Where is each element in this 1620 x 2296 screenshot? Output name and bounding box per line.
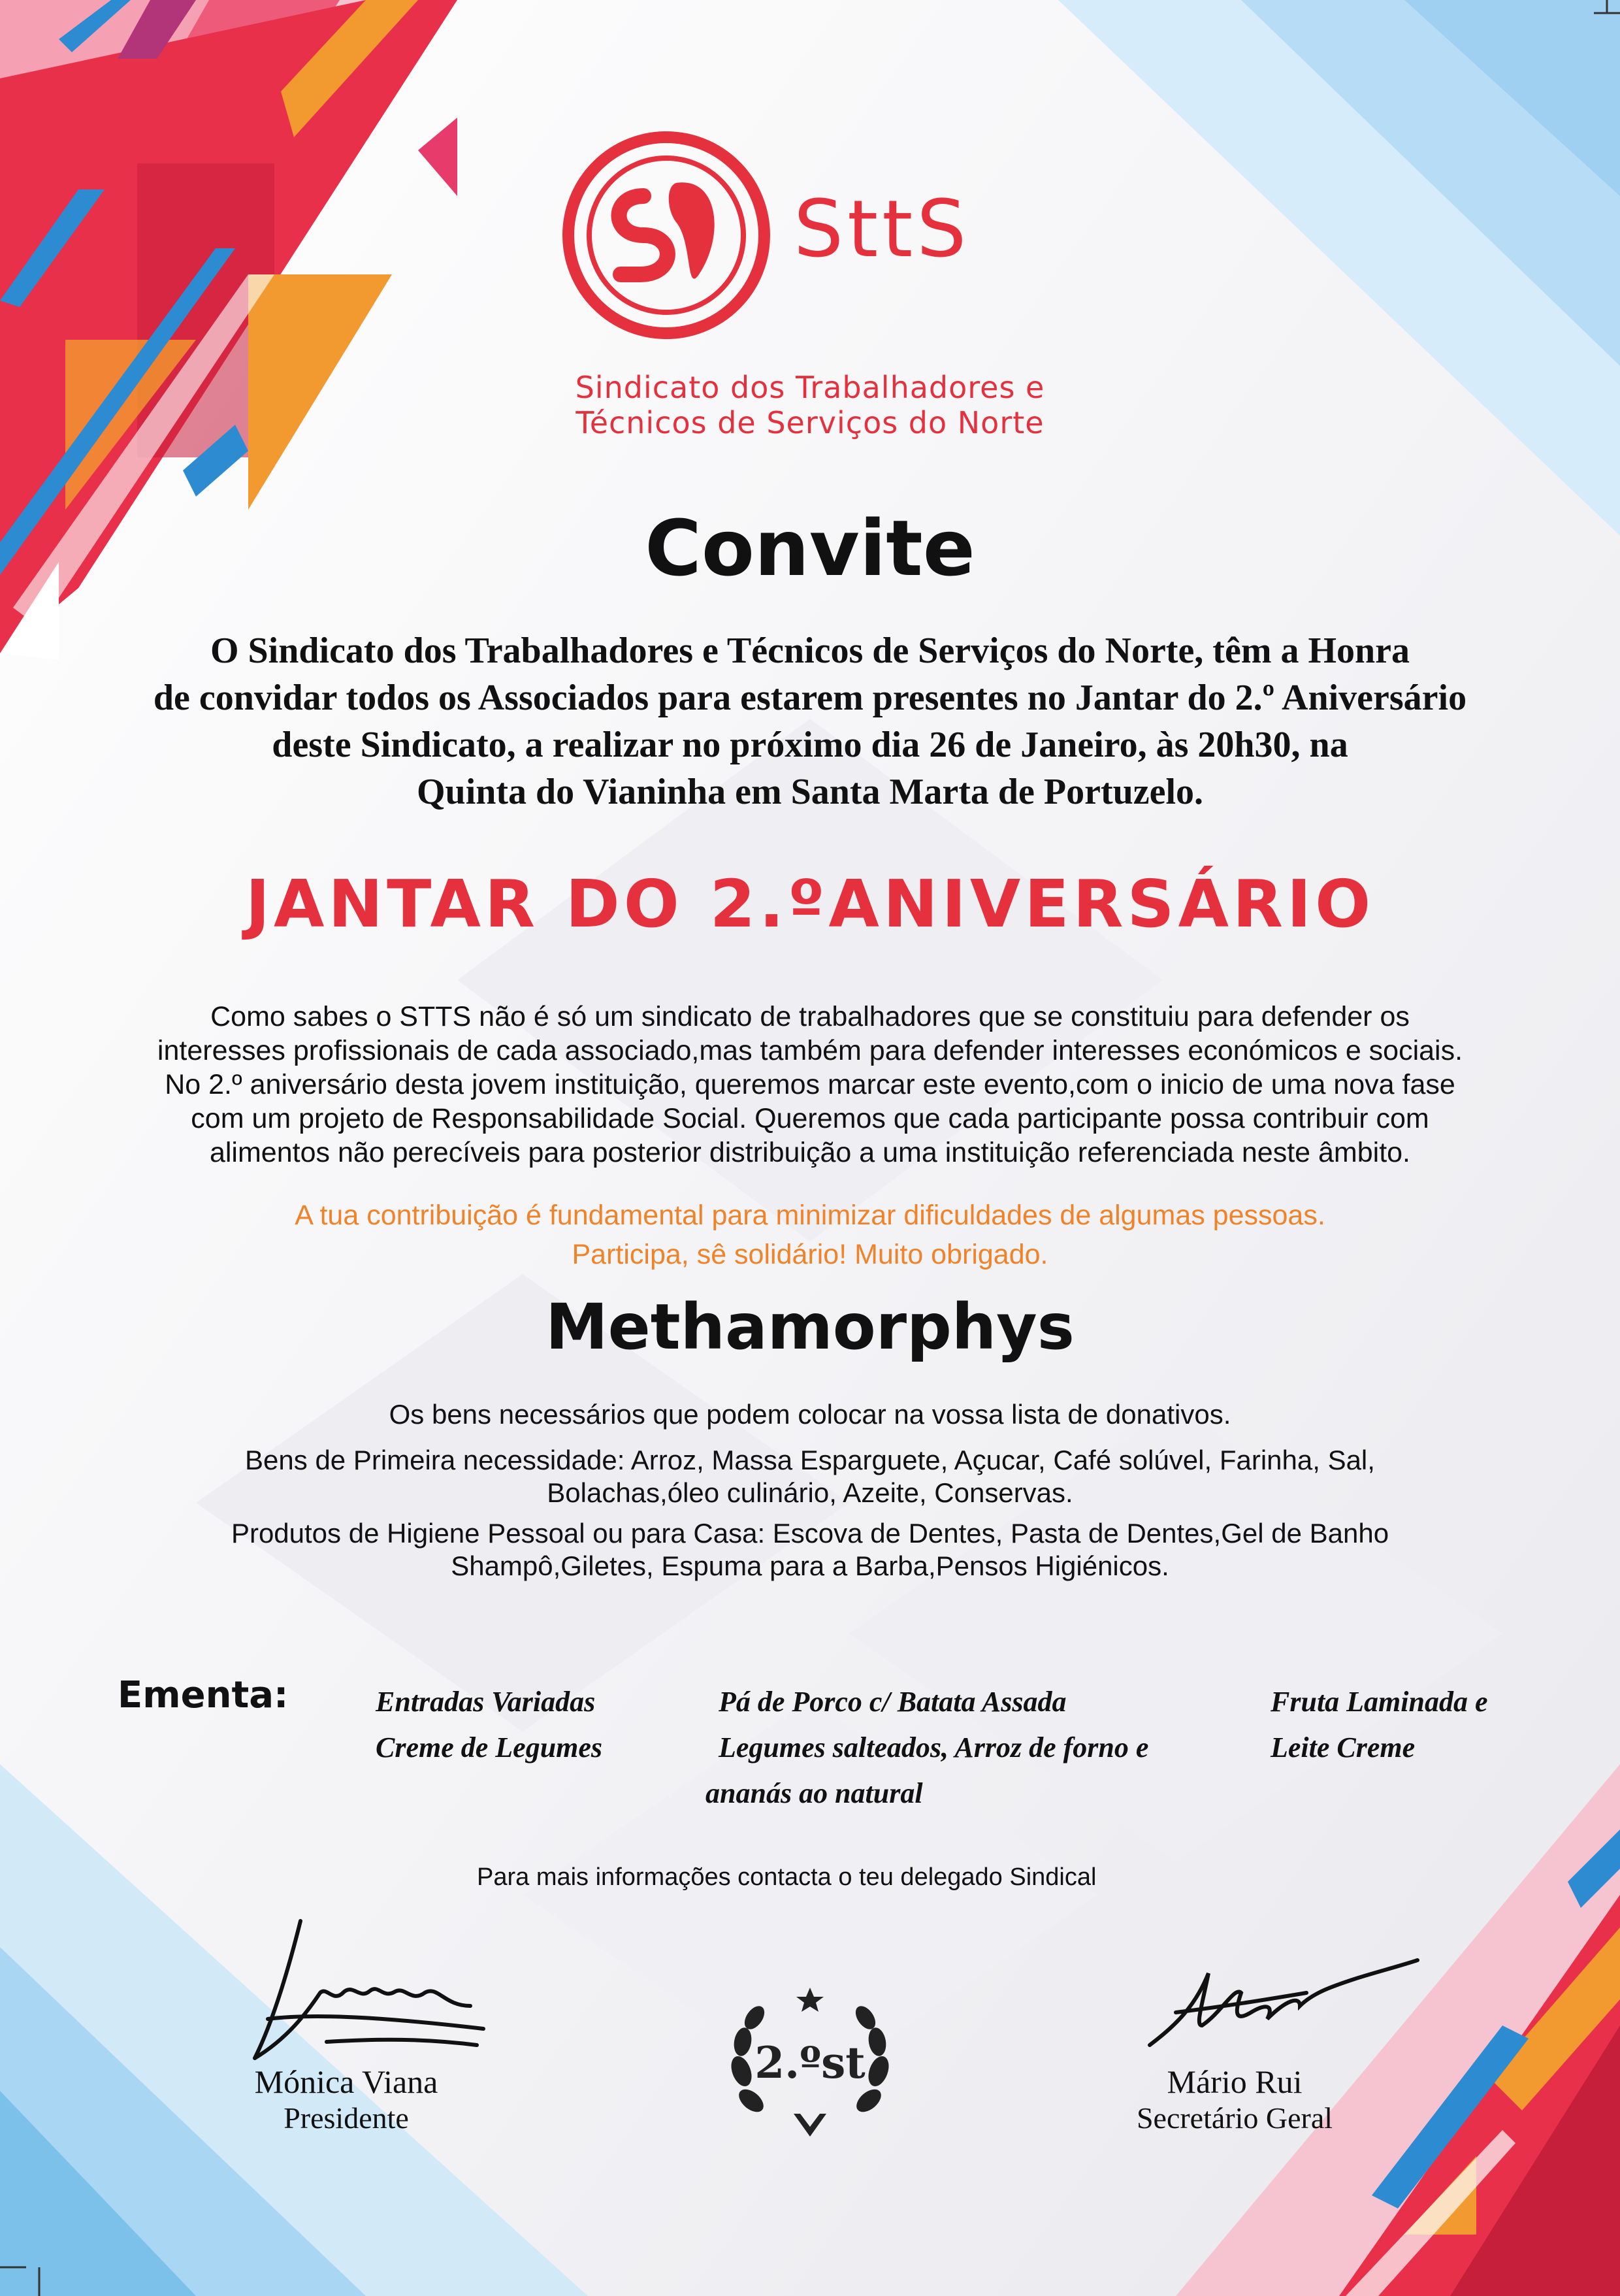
signature-secretary [1137,1934,1424,2052]
menu-column-starters [376,1679,602,1771]
anniversary-laurel-emblem-icon [715,1980,905,2143]
body-line: Como sabes o STTS não é só um sindicato de trabalhadores que se constituiu para defender os [210,1001,1410,1032]
intro-line: de convidar todos os Associados para estarem presentes no Jantar do 2.º Aniversário [153,678,1467,718]
menu-item: Pá de Porco c/ Batata Assada [719,1686,1067,1718]
body-line: No 2.º aniversário desta jovem instituição, queremos marcar este evento,com o inicio de uma nova fase [165,1069,1455,1100]
donation-items-text: Bolachas,óleo culinário, Azeite, Conservas. [547,1477,1073,1508]
donation-item [0,1444,1620,1477]
menu-item: Entradas Variadas [376,1686,596,1718]
donation-list [0,1444,1620,1583]
highlight-line: Participa, sê solidário! Muito obrigado. [572,1239,1048,1270]
body-line: com um projeto de Responsabilidade Social. Queremos que cada participante possa contribuir com [191,1103,1429,1134]
emblem-text: 2.ºst [754,2037,866,2088]
donation-items-text: Shampô,Giletes, Espuma para a Barba,Pensos Higiénicos. [451,1550,1169,1581]
menu-column-dessert [1271,1679,1488,1771]
org-name-line-2: Técnicos de Serviços do Norte [575,405,1045,440]
page-title: Convite [645,503,975,593]
donation-label: Produtos de Higiene Pessoal ou para Casa: [231,1518,766,1549]
menu-item: Fruta Laminada e [1271,1686,1488,1718]
project-title: Methamorphys [545,1290,1075,1364]
donation-items-text: Escova de Dentes, Pasta de Dentes,Gel de Banho [765,1518,1389,1549]
highlight-message [0,1196,1620,1274]
contact-note: Para mais informações contacta o teu delegado Sindical [477,1863,1097,1891]
body-line: alimentos não perecíveis para posterior distribuição a uma instituição referenciada neste âmbito. [209,1137,1411,1168]
signature-name-secretary: Mário Rui [1167,2063,1303,2100]
donation-items-text: Arroz, Massa Esparguete, Açucar, Café solúvel, Farinha, Sal, [624,1445,1375,1475]
highlight-line: A tua contribuição é fundamental para minimizar dificuldades de algumas pessoas. [295,1200,1325,1231]
menu-item: Legumes salteados, Arroz de forno e [719,1731,1149,1763]
menu-column-main [705,1679,1148,1816]
signature-role-secretary: Secretário Geral [1136,2101,1333,2135]
intro-line: O Sindicato dos Trabalhadores e Técnicos de Serviços do Norte, têm a Honra [210,631,1410,671]
menu-item: Leite Creme [1271,1731,1416,1763]
intro-line: deste Sindicato, a realizar no próximo dia 26 de Janeiro, às 20h30, na [272,725,1348,765]
logo-wordmark: SttS [794,184,971,275]
menu-label: Ementa: [118,1674,289,1716]
stts-circle-logo-icon [555,124,777,346]
intro-paragraph [0,627,1620,815]
menu-item: ananás ao natural [705,1777,923,1809]
body-paragraph [0,1000,1620,1170]
donation-label: Bens de Primeira necessidade: [245,1445,625,1475]
body-line: interesses profissionais de cada associado,mas também para defender interesses económicos e sociais. [157,1035,1463,1066]
signature-name-president: Mónica Viana [254,2063,438,2100]
org-name-line-1: Sindicato dos Trabalhadores e [575,370,1045,405]
dinner-banner: JANTAR DO 2.ºANIVERSÁRIO [245,866,1375,942]
donation-intro: Os bens necessários que podem colocar na vossa lista de donativos. [389,1399,1231,1430]
signature-president [229,1908,490,2078]
donation-item [0,1517,1620,1550]
menu-item: Creme de Legumes [376,1731,603,1763]
intro-line: Quinta do Vianinha em Santa Marta de Portuzelo. [416,772,1204,812]
signature-role-president: Presidente [284,2101,409,2135]
